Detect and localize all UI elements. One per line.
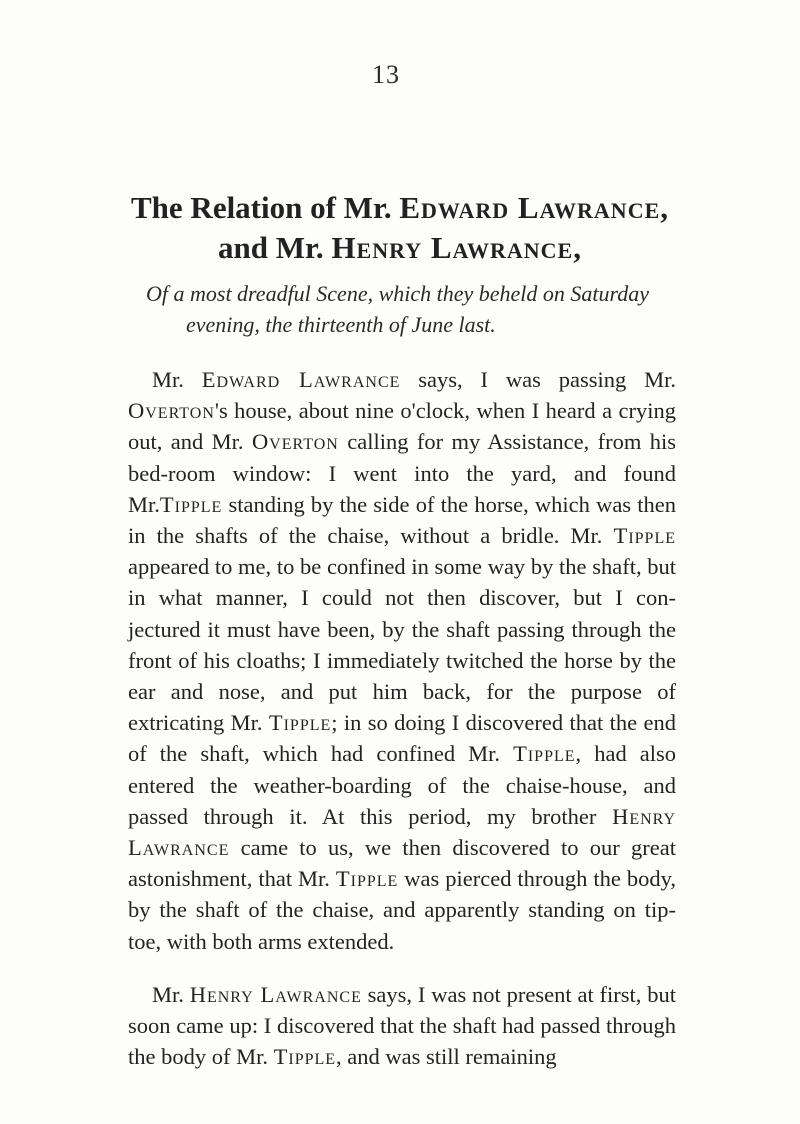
person-name: Edward Lawrance <box>201 367 401 392</box>
heading-line-1: The Relation of Mr. Edward Lawrance, <box>131 190 669 225</box>
page-number: 13 <box>372 60 400 89</box>
text-run: , had also entered the weather-boarding of the chaise-house, and passed through it. At this period, my brother <box>128 741 676 829</box>
subtitle-line-2: evening, the thirteenth of June last. <box>186 312 496 337</box>
text-run: 's house, about nine o'clock, when I heard a crying out, and Mr. <box>128 398 676 455</box>
person-name: Tipple <box>273 1044 337 1070</box>
person-name: Henry Lawrance <box>128 803 676 861</box>
section-subtitle <box>146 278 676 340</box>
text-run: Mr. <box>152 367 202 392</box>
paragraph-henry-account <box>128 979 676 1073</box>
person-name: Tipple <box>613 523 676 549</box>
heading-line-2: and Mr. Henry Lawrance, <box>218 230 582 265</box>
person-name: Tipple <box>513 741 576 767</box>
body-text <box>128 364 676 1072</box>
subtitle-line-1: Of a most dreadful Scene, which they beheld on Saturday <box>146 281 650 306</box>
text-run: appeared to me, to be confined in some way by the shaft, but in what manner, I could not then discover, but I con- jectured it must have been, by the shaft passing through the front of his cloaths; I immediately twitched the horse by the ear and nose, and put him back, for the purpose of extricating Mr. <box>128 554 676 736</box>
text-run: calling for my Assistance, from his bed-room window: I went into the yard, and found Mr. <box>128 429 677 517</box>
heading-name-henry: Henry Lawrance, <box>331 230 582 265</box>
text-run: was pierced through the body, by the shaft of the chaise, and apparently standing on tip-toe, with both arms extended. <box>128 866 676 954</box>
person-name: Overton <box>251 429 339 455</box>
text-run: standing by the side of the horse, which was then in the shafts of the chaise, without a bridle. Mr. <box>128 491 676 549</box>
person-name: Henry Lawrance <box>189 981 362 1007</box>
person-name: Tipple <box>335 866 399 892</box>
text-run: came to us, we then discovered to our great astonishment, that Mr. <box>128 835 676 892</box>
person-name: Tipple <box>268 710 332 736</box>
text-run: Mr. <box>152 981 190 1007</box>
person-name: Overton <box>128 398 215 424</box>
heading-name-edward: Edward Lawrance, <box>399 190 669 225</box>
person-name: Tipple <box>159 491 223 517</box>
paragraph-edward-account <box>128 364 676 957</box>
text-run: says, I was passing Mr. <box>400 367 676 392</box>
text-run: says, I was not present at first, but soon came up: I discovered that the shaft had passed through the body of Mr. <box>128 981 676 1070</box>
text-run: ; in so doing I discovered that the end of the shaft, which had confined Mr. <box>128 710 676 767</box>
text-run: , and was still remaining <box>336 1044 557 1070</box>
section-heading <box>0 188 800 268</box>
